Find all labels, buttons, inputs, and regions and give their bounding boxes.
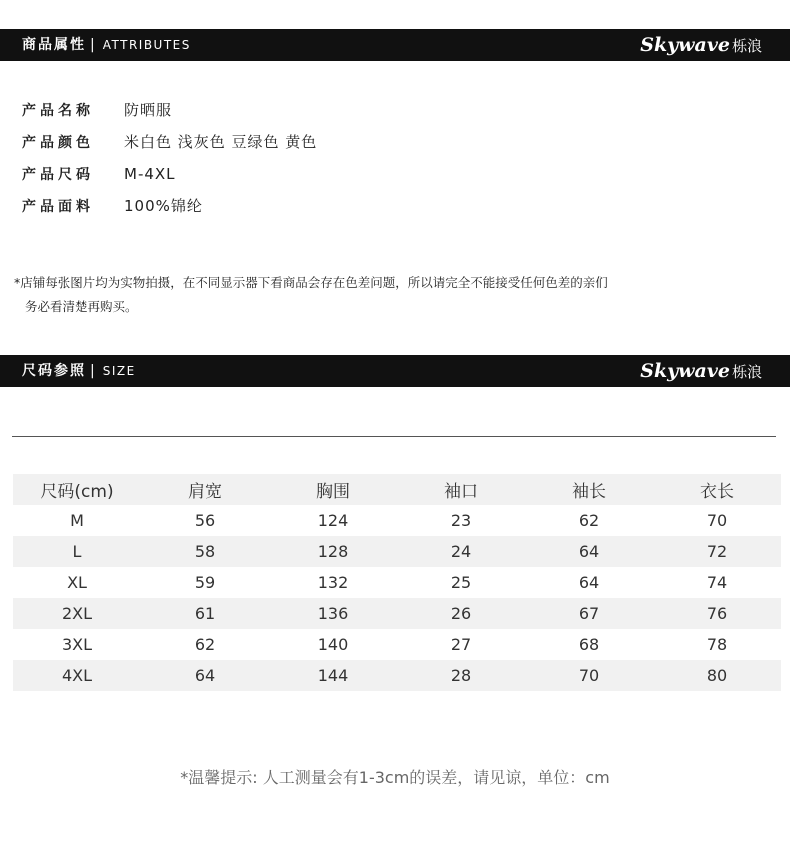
table-cell: M (70, 511, 84, 530)
table-header-cell: 袖口 (444, 482, 478, 502)
table-cell: 70 (578, 666, 600, 685)
table-cell: 58 (194, 542, 216, 561)
attribute-value: 米白色 浅灰色 豆绿色 黄色 (124, 133, 318, 151)
attributes-header-bar (0, 29, 790, 61)
attributes-title-separator: | (90, 37, 97, 53)
attribute-row-name (22, 98, 317, 130)
table-header-cell: 袖长 (572, 482, 606, 502)
brand-logo (640, 355, 762, 387)
table-cell: 132 (317, 573, 349, 592)
table-header-cell: 尺码(cm) (40, 482, 114, 502)
table-cell: 2XL (61, 604, 93, 623)
table-cell: 80 (706, 666, 728, 685)
table-cell: 64 (578, 542, 600, 561)
measurement-tip: *温馨提示: 人工测量会有1-3cm的误差，请见谅，单位：cm (180, 768, 610, 787)
brand-name-en: Skywave (640, 360, 730, 382)
table-row (13, 660, 781, 691)
table-cell: 23 (450, 511, 472, 530)
size-header-bar (0, 355, 790, 387)
size-section-title (22, 355, 136, 387)
attribute-row-color (22, 130, 317, 162)
table-header-cell: 肩宽 (188, 482, 222, 502)
attribute-label: 产品面料 (22, 199, 94, 215)
table-cell: 64 (194, 666, 216, 685)
divider-line (12, 436, 776, 437)
table-row (13, 567, 781, 598)
color-difference-notice (14, 271, 774, 319)
notice-line-1: *店铺每张图片均为实物拍摄，在不同显示器下看商品会存在色差问题，所以请完全不能接受任何色差的亲们 (14, 275, 608, 290)
table-cell: 124 (317, 511, 349, 530)
size-chart-table (13, 474, 781, 691)
table-cell: 64 (578, 573, 600, 592)
size-title-en: SIZE (102, 364, 136, 378)
table-cell: 25 (450, 573, 472, 592)
attribute-list (22, 98, 317, 226)
attribute-label: 产品名称 (22, 103, 94, 119)
table-row (13, 536, 781, 567)
attribute-row-fabric (22, 194, 317, 226)
table-row (13, 629, 781, 660)
table-cell: XL (67, 573, 87, 592)
table-cell: 140 (317, 635, 349, 654)
brand-logo (640, 29, 762, 61)
attribute-value: 防晒服 (124, 101, 173, 119)
table-cell: 26 (450, 604, 472, 623)
table-cell: 76 (706, 604, 728, 623)
table-cell: 72 (706, 542, 728, 561)
notice-line-2: 务必看清楚再购买。 (25, 299, 138, 314)
table-cell: L (72, 542, 82, 561)
table-cell: 78 (706, 635, 728, 654)
table-cell: 74 (706, 573, 728, 592)
attribute-value: 100%锦纶 (124, 197, 203, 215)
table-cell: 56 (194, 511, 216, 530)
table-cell: 28 (450, 666, 472, 685)
attributes-title-en: ATTRIBUTES (102, 38, 191, 52)
table-header-row (13, 474, 781, 505)
table-cell: 62 (194, 635, 216, 654)
table-cell: 61 (194, 604, 216, 623)
size-title-separator: | (90, 363, 97, 379)
table-header-cell: 衣长 (700, 482, 734, 502)
table-cell: 136 (317, 604, 349, 623)
brand-name-cn: 栎浪 (731, 37, 762, 55)
table-cell: 59 (194, 573, 216, 592)
table-cell: 27 (450, 635, 472, 654)
brand-name-cn: 栎浪 (731, 363, 762, 381)
brand-name-en: Skywave (640, 34, 730, 56)
table-cell: 62 (578, 511, 600, 530)
attributes-title-cn: 商品属性 (22, 37, 86, 53)
size-title-cn: 尺码参照 (22, 363, 86, 379)
table-row (13, 598, 781, 629)
table-cell: 24 (450, 542, 472, 561)
table-cell: 128 (317, 542, 349, 561)
table-cell: 3XL (61, 635, 93, 654)
table-row (13, 505, 781, 536)
attributes-section-title (22, 29, 191, 61)
table-header-cell: 胸围 (316, 482, 350, 502)
attribute-value: M-4XL (124, 165, 176, 183)
table-cell: 68 (578, 635, 600, 654)
table-cell: 144 (317, 666, 349, 685)
attribute-row-size (22, 162, 317, 194)
attribute-label: 产品颜色 (22, 135, 94, 151)
table-cell: 70 (706, 511, 728, 530)
table-cell: 67 (578, 604, 600, 623)
attribute-label: 产品尺码 (22, 167, 94, 183)
table-cell: 4XL (61, 666, 93, 685)
